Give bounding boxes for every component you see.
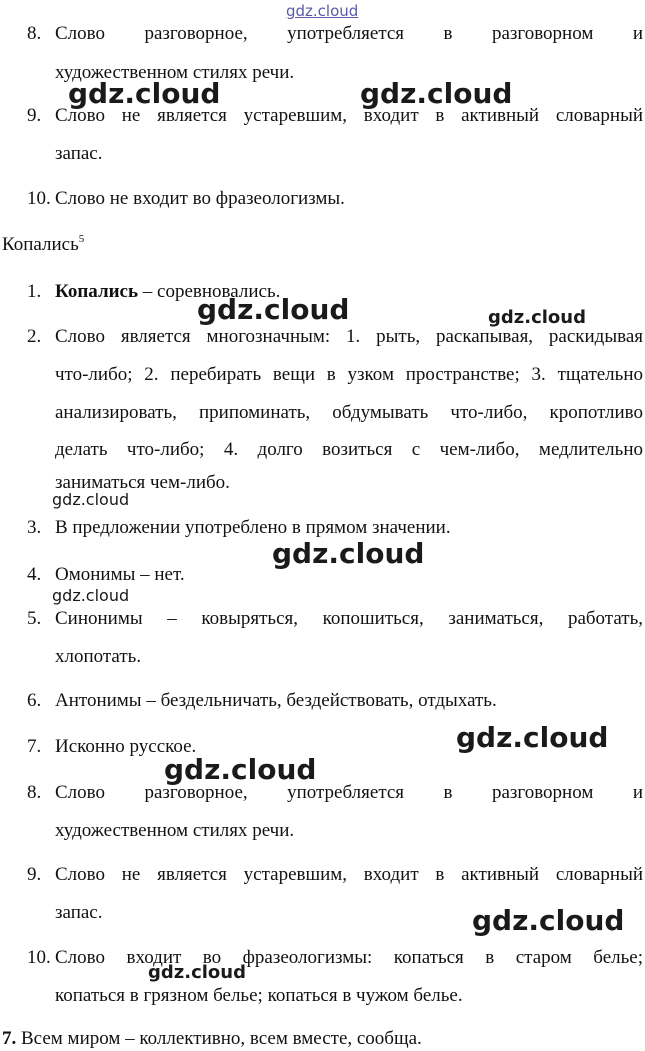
item-text: Слово не входит во фразеологизмы. [55,188,345,209]
watermark: gdz.cloud [164,753,317,786]
item-number: 8. [27,782,42,803]
word-heading [2,233,84,257]
heading-word: Копались [2,234,79,255]
watermark: gdz.cloud [197,293,350,326]
item-text: Слово не является устаревшим, входит в активный словарный [55,864,643,885]
item-text: Слово является многозначным: 1. рыть, раскапывая, раскидывая [55,326,643,347]
watermark: gdz.cloud [148,962,246,983]
item-text: запас. [55,902,103,923]
item-text: Синонимы – ковыряться, копошиться, заниматься, работать, [55,608,643,629]
item-text: делать что-либо; 4. долго возиться с чем-либо, медлительно [55,439,643,460]
section-item-7 [2,1027,422,1051]
item-number: 3. [27,517,42,538]
item-number: 9. [27,864,42,885]
item-number: 10. [27,947,51,968]
watermark: gdz.cloud [272,537,425,570]
item-number: 6. [27,690,42,711]
item-number: 4. [27,564,42,585]
item-text: Слово разговорное, употребляется в разговорном и [55,23,643,44]
item-number: 9. [27,105,42,126]
section-number: 7. [2,1028,17,1049]
watermark-top: gdz.cloud [286,2,359,20]
watermark: gdz.cloud [52,586,130,605]
item-number: 8. [27,23,42,44]
item-text: В предложении употреблено в прямом значении. [55,517,451,538]
heading-footnote: 5 [78,233,85,245]
watermark: gdz.cloud [472,904,625,937]
item-text: анализировать, припоминать, обдумывать что-либо, кропотливо [55,402,643,423]
watermark: gdz.cloud [52,490,130,509]
item-text: Антонимы – бездельничать, бездействовать, отдыхать. [55,690,497,711]
item-text: хлопотать. [55,646,142,667]
bold-term: Копались [55,281,139,302]
watermark: gdz.cloud [68,77,221,110]
item-text: заниматься чем-либо. [55,472,230,493]
item-number: 7. [27,736,42,757]
definition: – соревновались. [138,281,281,302]
item-text: Слово не является устаревшим, входит в активный словарный [55,105,643,126]
item-text: Слово входит во фразеологизмы: копаться в старом белье; [55,947,643,968]
item-number: 5. [27,608,42,629]
section-text: Всем миром – коллективно, всем вместе, сообща. [16,1028,422,1049]
watermark: gdz.cloud [456,721,609,754]
item-text: Омонимы – нет. [55,564,185,585]
item-number: 10. [27,188,51,209]
item-text: запас. [55,143,103,164]
item-text: художественном стилях речи. [55,820,295,841]
item-number: 1. [27,281,42,302]
watermark: gdz.cloud [360,77,513,110]
item-text: Исконно русское. [55,736,197,757]
item-text: что-либо; 2. перебирать вещи в узком пространстве; 3. тщательно [55,364,643,385]
item-number: 2. [27,326,42,347]
item-text: художественном стилях речи. [55,62,295,83]
item-text: копаться в грязном белье; копаться в чужом белье. [55,985,463,1006]
item-text: Слово разговорное, употребляется в разговорном и [55,782,643,803]
watermark: gdz.cloud [488,307,586,328]
